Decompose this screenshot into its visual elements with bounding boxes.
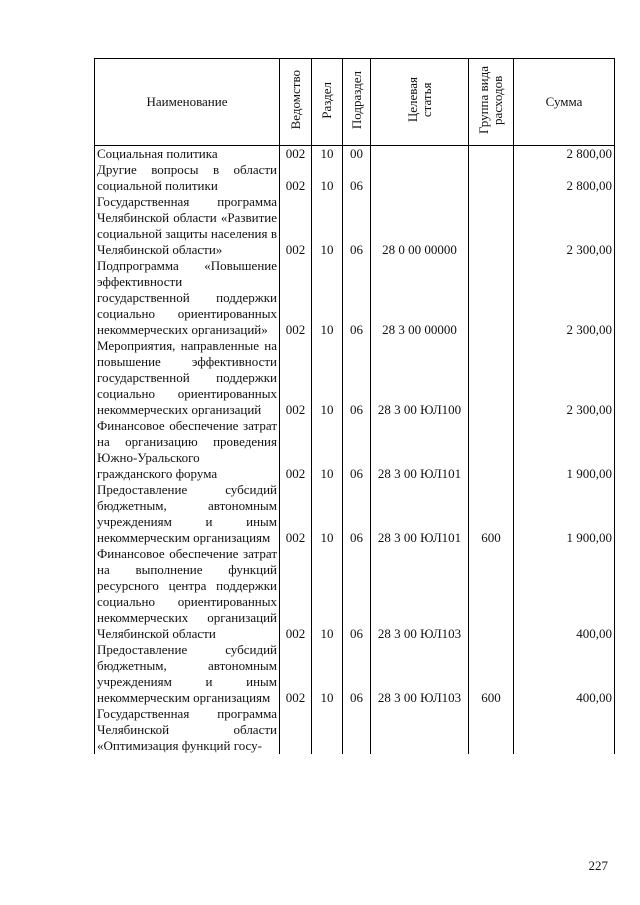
row-article (371, 162, 469, 194)
row-ministry: 002 (280, 258, 312, 338)
row-subsection: 06 (343, 258, 371, 338)
table-row (95, 706, 615, 754)
row-name: Предоставление субсидий бюджетным, автономным учреждениям и иным некоммерческим организациям (95, 642, 280, 706)
row-section: 10 (312, 194, 343, 258)
row-ministry: 002 (280, 482, 312, 546)
row-amount: 2 300,00 (514, 194, 615, 258)
row-article: 28 3 00 ЮЛ101 (371, 482, 469, 546)
row-section: 10 (312, 642, 343, 706)
row-name: Государственная программа Челябинской области «Развитие социальной защиты населения в Челябинской области» (95, 194, 280, 258)
row-article: 28 3 00 ЮЛ101 (371, 418, 469, 482)
row-subsection (343, 706, 371, 754)
row-amount: 2 300,00 (514, 338, 615, 418)
row-name: Другие вопросы в области социальной политики (95, 162, 280, 194)
header-subsection: Подраздел (343, 59, 371, 146)
row-name: Предоставление субсидий бюджетным, автономным учреждениям и иным некоммерческим организациям (95, 482, 280, 546)
header-ministry: Ведомство (280, 59, 312, 146)
row-group (469, 546, 514, 642)
row-name: Мероприятия, направленные на повышение эффективности государственной поддержки социально ориентированных некоммерческих организаций (95, 338, 280, 418)
row-amount: 1 900,00 (514, 418, 615, 482)
row-section: 10 (312, 546, 343, 642)
row-ministry: 002 (280, 642, 312, 706)
row-amount: 1 900,00 (514, 482, 615, 546)
header-name: Наименование (95, 59, 280, 146)
row-article (371, 706, 469, 754)
row-group (469, 194, 514, 258)
table-row (95, 418, 615, 482)
header-target-article: Целевая статья (371, 59, 469, 146)
row-section: 10 (312, 338, 343, 418)
table-row (95, 194, 615, 258)
row-section (312, 706, 343, 754)
row-subsection: 06 (343, 418, 371, 482)
row-article (371, 146, 469, 163)
row-name: Социальная политика (95, 146, 280, 163)
row-subsection: 06 (343, 482, 371, 546)
row-subsection: 06 (343, 162, 371, 194)
row-section: 10 (312, 162, 343, 194)
row-group: 600 (469, 482, 514, 546)
table-row (95, 546, 615, 642)
header-amount: Сумма (514, 59, 615, 146)
row-ministry: 002 (280, 546, 312, 642)
row-name: Финансовое обеспечение затрат на выполнение функций ресурсного центра поддержки социально ориентированных некоммерческих организаций Челябинской области (95, 546, 280, 642)
budget-table (94, 58, 615, 754)
row-amount: 2 800,00 (514, 162, 615, 194)
header-section: Раздел (312, 59, 343, 146)
row-ministry: 002 (280, 418, 312, 482)
row-section: 10 (312, 146, 343, 163)
row-amount: 2 300,00 (514, 258, 615, 338)
row-article: 28 3 00 00000 (371, 258, 469, 338)
row-subsection: 06 (343, 546, 371, 642)
row-name: Финансовое обеспечение затрат на организацию проведения Южно-Уральского гражданского форума (95, 418, 280, 482)
row-article: 28 3 00 ЮЛ103 (371, 642, 469, 706)
table-row (95, 642, 615, 706)
row-subsection: 06 (343, 194, 371, 258)
row-article: 28 0 00 00000 (371, 194, 469, 258)
row-subsection: 06 (343, 338, 371, 418)
row-amount: 400,00 (514, 546, 615, 642)
row-group (469, 338, 514, 418)
row-section: 10 (312, 418, 343, 482)
row-name: Государственная программа Челябинской области «Оптимизация функций госу- (95, 706, 280, 754)
row-subsection: 06 (343, 642, 371, 706)
row-group (469, 162, 514, 194)
row-group (469, 146, 514, 163)
row-amount (514, 706, 615, 754)
row-group (469, 706, 514, 754)
row-ministry: 002 (280, 194, 312, 258)
row-ministry (280, 706, 312, 754)
row-subsection: 00 (343, 146, 371, 163)
row-group (469, 258, 514, 338)
row-section: 10 (312, 258, 343, 338)
row-ministry: 002 (280, 146, 312, 163)
row-article: 28 3 00 ЮЛ100 (371, 338, 469, 418)
header-expense-group: Группа вида расходов (469, 59, 514, 146)
row-amount: 400,00 (514, 642, 615, 706)
row-article: 28 3 00 ЮЛ103 (371, 546, 469, 642)
row-group: 600 (469, 642, 514, 706)
table-row (95, 482, 615, 546)
row-group (469, 418, 514, 482)
table-row (95, 258, 615, 338)
header-row (95, 59, 615, 146)
page-number: 227 (588, 858, 608, 873)
row-ministry: 002 (280, 162, 312, 194)
table-row (95, 162, 615, 194)
table-row (95, 146, 615, 163)
row-amount: 2 800,00 (514, 146, 615, 163)
row-name: Подпрограмма «Повышение эффективности государственной поддержки социально ориентированных некоммерческих организаций» (95, 258, 280, 338)
table-row (95, 338, 615, 418)
row-ministry: 002 (280, 338, 312, 418)
row-section: 10 (312, 482, 343, 546)
